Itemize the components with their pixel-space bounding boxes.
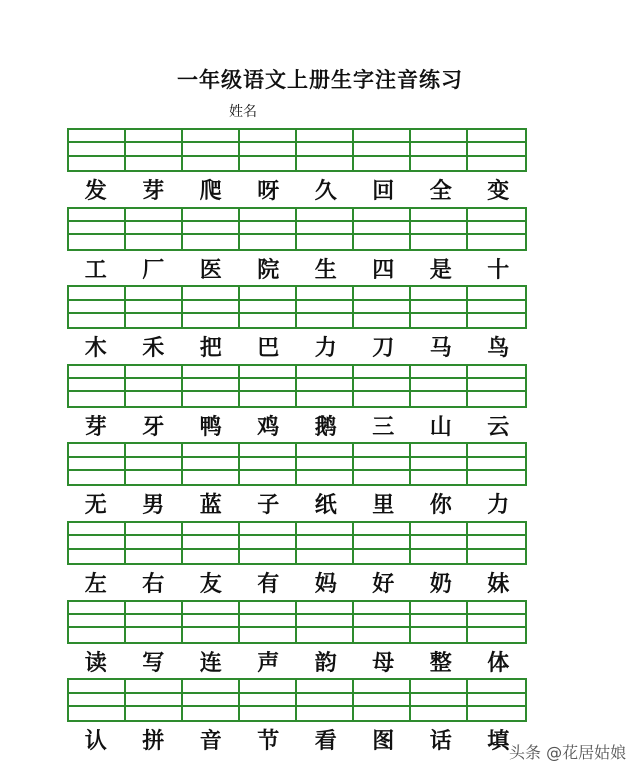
pinyin-writing-grid bbox=[67, 207, 527, 251]
character-row bbox=[67, 412, 527, 442]
character: 读 bbox=[84, 649, 107, 676]
pinyin-cell bbox=[468, 602, 525, 615]
pinyin-cell bbox=[297, 602, 354, 615]
pinyin-cell bbox=[69, 471, 126, 484]
character: 填 bbox=[487, 728, 510, 755]
pinyin-cell bbox=[468, 628, 525, 641]
character: 力 bbox=[314, 335, 337, 362]
name-label: 姓名 bbox=[229, 104, 257, 120]
pinyin-writing-grid bbox=[67, 285, 527, 329]
pinyin-cell bbox=[468, 392, 525, 405]
pinyin-cell bbox=[468, 680, 525, 693]
pinyin-cell bbox=[354, 602, 411, 615]
pinyin-cell bbox=[69, 550, 126, 563]
pinyin-cell bbox=[297, 366, 354, 379]
pinyin-cell bbox=[69, 536, 126, 549]
pinyin-cell bbox=[297, 471, 354, 484]
pinyin-cell bbox=[69, 694, 126, 707]
character: 禾 bbox=[142, 335, 165, 362]
pinyin-cell bbox=[240, 444, 297, 457]
pinyin-cell bbox=[126, 550, 183, 563]
pinyin-cell bbox=[183, 143, 240, 156]
pinyin-cell bbox=[183, 680, 240, 693]
pinyin-cell bbox=[126, 628, 183, 641]
pinyin-cell bbox=[411, 523, 468, 536]
pinyin-cell bbox=[126, 379, 183, 392]
pinyin-cell bbox=[297, 536, 354, 549]
pinyin-cell bbox=[297, 628, 354, 641]
pinyin-cell bbox=[411, 143, 468, 156]
pinyin-cell bbox=[240, 392, 297, 405]
pinyin-cell bbox=[411, 707, 468, 720]
pinyin-cell bbox=[126, 602, 183, 615]
pinyin-cell bbox=[240, 694, 297, 707]
pinyin-cell bbox=[354, 130, 411, 143]
pinyin-cell bbox=[354, 235, 411, 248]
pinyin-cell bbox=[297, 301, 354, 314]
pinyin-cell bbox=[69, 602, 126, 615]
pinyin-cell bbox=[297, 550, 354, 563]
pinyin-cell bbox=[126, 143, 183, 156]
pinyin-cell bbox=[240, 602, 297, 615]
pinyin-cell bbox=[468, 615, 525, 628]
character-row bbox=[67, 726, 527, 756]
pinyin-cell bbox=[69, 157, 126, 170]
pinyin-cell bbox=[240, 314, 297, 327]
pinyin-cell bbox=[297, 157, 354, 170]
pinyin-cell bbox=[468, 707, 525, 720]
pinyin-cell bbox=[354, 680, 411, 693]
pinyin-cell bbox=[297, 458, 354, 471]
pinyin-cell bbox=[126, 301, 183, 314]
pinyin-cell bbox=[297, 694, 354, 707]
character: 友 bbox=[199, 571, 222, 597]
pinyin-cell bbox=[354, 707, 411, 720]
pinyin-cell bbox=[126, 444, 183, 457]
character: 无 bbox=[84, 492, 107, 519]
pinyin-cell bbox=[354, 222, 411, 235]
character: 山 bbox=[429, 413, 452, 440]
character: 里 bbox=[372, 492, 395, 519]
pinyin-cell bbox=[411, 379, 468, 392]
pinyin-cell bbox=[183, 550, 240, 563]
character: 看 bbox=[314, 728, 337, 755]
pinyin-cell bbox=[411, 222, 468, 235]
character: 把 bbox=[199, 335, 222, 362]
pinyin-writing-grid bbox=[67, 364, 527, 408]
pinyin-cell bbox=[240, 536, 297, 549]
pinyin-cell bbox=[468, 536, 525, 549]
pinyin-cell bbox=[183, 707, 240, 720]
character: 有 bbox=[257, 571, 280, 597]
character: 音 bbox=[199, 728, 222, 755]
character: 鸡 bbox=[257, 413, 280, 440]
pinyin-cell bbox=[411, 628, 468, 641]
character: 是 bbox=[429, 256, 452, 283]
character: 妈 bbox=[314, 571, 337, 597]
pinyin-cell bbox=[183, 287, 240, 300]
character: 韵 bbox=[314, 649, 337, 676]
pinyin-cell bbox=[468, 366, 525, 379]
pinyin-cell bbox=[126, 222, 183, 235]
character: 云 bbox=[487, 413, 510, 440]
pinyin-cell bbox=[468, 550, 525, 563]
character: 爬 bbox=[199, 178, 222, 204]
pinyin-writing-grid bbox=[67, 521, 527, 565]
pinyin-cell bbox=[468, 157, 525, 170]
pinyin-cell bbox=[126, 458, 183, 471]
pinyin-cell bbox=[69, 222, 126, 235]
pinyin-cell bbox=[240, 615, 297, 628]
character-row bbox=[67, 255, 527, 285]
pinyin-cell bbox=[69, 628, 126, 641]
character: 写 bbox=[142, 649, 165, 676]
pinyin-cell bbox=[183, 628, 240, 641]
character: 体 bbox=[487, 649, 510, 676]
pinyin-cell bbox=[468, 143, 525, 156]
character: 图 bbox=[372, 728, 395, 755]
pinyin-cell bbox=[69, 143, 126, 156]
character-row bbox=[67, 569, 527, 599]
pinyin-cell bbox=[240, 458, 297, 471]
pinyin-cell bbox=[69, 314, 126, 327]
pinyin-cell bbox=[297, 314, 354, 327]
pinyin-writing-grid bbox=[67, 678, 527, 722]
character: 全 bbox=[429, 178, 452, 204]
character: 男 bbox=[142, 492, 165, 519]
pinyin-cell bbox=[354, 550, 411, 563]
pinyin-cell bbox=[69, 130, 126, 143]
pinyin-cell bbox=[183, 379, 240, 392]
pinyin-cell bbox=[183, 458, 240, 471]
pinyin-cell bbox=[126, 680, 183, 693]
pinyin-writing-grid bbox=[67, 600, 527, 644]
character-row bbox=[67, 176, 527, 206]
character: 子 bbox=[257, 492, 280, 519]
pinyin-cell bbox=[354, 458, 411, 471]
character: 蓝 bbox=[199, 492, 222, 519]
pinyin-cell bbox=[69, 615, 126, 628]
character: 芽 bbox=[142, 178, 165, 204]
pinyin-cell bbox=[126, 707, 183, 720]
pinyin-cell bbox=[183, 130, 240, 143]
pinyin-cell bbox=[126, 366, 183, 379]
pinyin-cell bbox=[126, 471, 183, 484]
character: 声 bbox=[257, 649, 280, 676]
pinyin-cell bbox=[183, 366, 240, 379]
pinyin-cell bbox=[126, 287, 183, 300]
character: 马 bbox=[429, 335, 452, 362]
pinyin-cell bbox=[69, 458, 126, 471]
pinyin-cell bbox=[468, 235, 525, 248]
pinyin-cell bbox=[297, 680, 354, 693]
pinyin-cell bbox=[297, 222, 354, 235]
pinyin-cell bbox=[240, 680, 297, 693]
pinyin-cell bbox=[354, 314, 411, 327]
pinyin-cell bbox=[69, 209, 126, 222]
pinyin-cell bbox=[297, 615, 354, 628]
pinyin-cell bbox=[411, 301, 468, 314]
character: 节 bbox=[257, 728, 280, 755]
pinyin-cell bbox=[354, 392, 411, 405]
pinyin-cell bbox=[297, 444, 354, 457]
pinyin-cell bbox=[468, 287, 525, 300]
pinyin-cell bbox=[297, 130, 354, 143]
pinyin-cell bbox=[468, 379, 525, 392]
pinyin-cell bbox=[297, 143, 354, 156]
pinyin-cell bbox=[69, 444, 126, 457]
pinyin-cell bbox=[297, 209, 354, 222]
character: 左 bbox=[84, 571, 107, 597]
pinyin-cell bbox=[183, 301, 240, 314]
character-row bbox=[67, 333, 527, 363]
character: 医 bbox=[199, 256, 222, 283]
pinyin-cell bbox=[240, 130, 297, 143]
pinyin-cell bbox=[126, 392, 183, 405]
character: 连 bbox=[199, 649, 222, 676]
pinyin-cell bbox=[240, 222, 297, 235]
pinyin-cell bbox=[69, 235, 126, 248]
pinyin-writing-grid bbox=[67, 128, 527, 172]
pinyin-cell bbox=[468, 314, 525, 327]
pinyin-cell bbox=[411, 287, 468, 300]
pinyin-cell bbox=[126, 209, 183, 222]
character: 十 bbox=[487, 256, 510, 283]
pinyin-cell bbox=[183, 536, 240, 549]
character: 认 bbox=[84, 728, 107, 755]
pinyin-cell bbox=[183, 314, 240, 327]
pinyin-cell bbox=[69, 301, 126, 314]
character: 芽 bbox=[84, 413, 107, 440]
character: 奶 bbox=[429, 571, 452, 597]
character: 力 bbox=[487, 492, 510, 519]
pinyin-cell bbox=[411, 602, 468, 615]
character: 厂 bbox=[142, 256, 165, 283]
pinyin-cell bbox=[354, 287, 411, 300]
character: 生 bbox=[314, 256, 337, 283]
pinyin-cell bbox=[183, 222, 240, 235]
pinyin-cell bbox=[69, 379, 126, 392]
pinyin-cell bbox=[240, 471, 297, 484]
character: 母 bbox=[372, 649, 395, 676]
pinyin-cell bbox=[354, 301, 411, 314]
worksheet-title: 一年级语文上册生字注音练习 bbox=[177, 67, 463, 92]
pinyin-cell bbox=[297, 523, 354, 536]
pinyin-cell bbox=[468, 222, 525, 235]
pinyin-cell bbox=[354, 615, 411, 628]
pinyin-cell bbox=[354, 536, 411, 549]
pinyin-cell bbox=[240, 287, 297, 300]
pinyin-cell bbox=[411, 444, 468, 457]
pinyin-cell bbox=[468, 209, 525, 222]
pinyin-cell bbox=[468, 444, 525, 457]
pinyin-cell bbox=[126, 615, 183, 628]
pinyin-cell bbox=[411, 680, 468, 693]
pinyin-cell bbox=[468, 471, 525, 484]
pinyin-cell bbox=[297, 287, 354, 300]
character-row bbox=[67, 648, 527, 678]
pinyin-cell bbox=[69, 523, 126, 536]
character: 三 bbox=[372, 413, 395, 440]
pinyin-cell bbox=[411, 458, 468, 471]
pinyin-cell bbox=[126, 157, 183, 170]
pinyin-cell bbox=[354, 523, 411, 536]
pinyin-cell bbox=[69, 680, 126, 693]
pinyin-cell bbox=[126, 130, 183, 143]
pinyin-cell bbox=[240, 523, 297, 536]
pinyin-cell bbox=[354, 694, 411, 707]
pinyin-cell bbox=[411, 471, 468, 484]
character: 鸭 bbox=[199, 413, 222, 440]
pinyin-cell bbox=[297, 379, 354, 392]
character: 话 bbox=[429, 728, 452, 755]
character: 好 bbox=[372, 571, 395, 597]
pinyin-cell bbox=[411, 235, 468, 248]
character: 呀 bbox=[257, 178, 280, 204]
character: 院 bbox=[257, 256, 280, 283]
pinyin-cell bbox=[354, 209, 411, 222]
pinyin-cell bbox=[240, 628, 297, 641]
pinyin-cell bbox=[183, 471, 240, 484]
pinyin-cell bbox=[240, 301, 297, 314]
character: 刀 bbox=[372, 335, 395, 362]
character: 四 bbox=[372, 256, 395, 283]
pinyin-cell bbox=[411, 536, 468, 549]
character: 牙 bbox=[142, 413, 165, 440]
pinyin-cell bbox=[183, 615, 240, 628]
pinyin-cell bbox=[240, 235, 297, 248]
character: 发 bbox=[84, 178, 107, 204]
pinyin-cell bbox=[183, 157, 240, 170]
pinyin-cell bbox=[468, 301, 525, 314]
pinyin-cell bbox=[297, 707, 354, 720]
pinyin-cell bbox=[354, 471, 411, 484]
pinyin-cell bbox=[183, 392, 240, 405]
character: 鸟 bbox=[487, 335, 510, 362]
character: 你 bbox=[429, 492, 452, 519]
pinyin-cell bbox=[354, 444, 411, 457]
pinyin-cell bbox=[126, 523, 183, 536]
pinyin-cell bbox=[69, 392, 126, 405]
pinyin-cell bbox=[240, 707, 297, 720]
pinyin-cell bbox=[183, 235, 240, 248]
pinyin-cell bbox=[354, 366, 411, 379]
pinyin-cell bbox=[183, 694, 240, 707]
pinyin-cell bbox=[468, 130, 525, 143]
pinyin-cell bbox=[126, 314, 183, 327]
pinyin-cell bbox=[354, 157, 411, 170]
character: 工 bbox=[84, 256, 107, 283]
pinyin-cell bbox=[411, 157, 468, 170]
character: 右 bbox=[142, 571, 165, 597]
pinyin-writing-grid bbox=[67, 442, 527, 486]
pinyin-cell bbox=[183, 602, 240, 615]
pinyin-cell bbox=[411, 615, 468, 628]
character: 回 bbox=[372, 178, 395, 204]
pinyin-cell bbox=[240, 366, 297, 379]
pinyin-cell bbox=[411, 314, 468, 327]
pinyin-cell bbox=[468, 523, 525, 536]
character: 鹅 bbox=[314, 413, 337, 440]
pinyin-cell bbox=[240, 550, 297, 563]
pinyin-cell bbox=[411, 550, 468, 563]
pinyin-cell bbox=[240, 143, 297, 156]
pinyin-cell bbox=[297, 235, 354, 248]
pinyin-cell bbox=[297, 392, 354, 405]
character: 纸 bbox=[314, 492, 337, 519]
pinyin-cell bbox=[354, 379, 411, 392]
pinyin-cell bbox=[69, 366, 126, 379]
pinyin-cell bbox=[411, 366, 468, 379]
character: 整 bbox=[429, 649, 452, 676]
pinyin-cell bbox=[354, 143, 411, 156]
character: 木 bbox=[84, 335, 107, 362]
pinyin-cell bbox=[354, 628, 411, 641]
watermark: 头条 @花居姑娘 bbox=[509, 743, 627, 762]
character-row bbox=[67, 490, 527, 520]
pinyin-cell bbox=[126, 694, 183, 707]
pinyin-cell bbox=[240, 209, 297, 222]
character: 拼 bbox=[142, 728, 165, 755]
pinyin-cell bbox=[126, 235, 183, 248]
pinyin-cell bbox=[69, 287, 126, 300]
pinyin-cell bbox=[468, 694, 525, 707]
character: 巴 bbox=[257, 335, 280, 362]
pinyin-cell bbox=[69, 707, 126, 720]
pinyin-cell bbox=[183, 209, 240, 222]
character: 久 bbox=[314, 178, 337, 204]
pinyin-cell bbox=[183, 444, 240, 457]
pinyin-cell bbox=[240, 379, 297, 392]
character: 变 bbox=[487, 178, 510, 204]
character: 妹 bbox=[487, 571, 510, 597]
pinyin-cell bbox=[126, 536, 183, 549]
pinyin-cell bbox=[411, 209, 468, 222]
pinyin-cell bbox=[240, 157, 297, 170]
pinyin-cell bbox=[468, 458, 525, 471]
pinyin-cell bbox=[411, 130, 468, 143]
pinyin-cell bbox=[411, 392, 468, 405]
pinyin-cell bbox=[183, 523, 240, 536]
pinyin-cell bbox=[411, 694, 468, 707]
